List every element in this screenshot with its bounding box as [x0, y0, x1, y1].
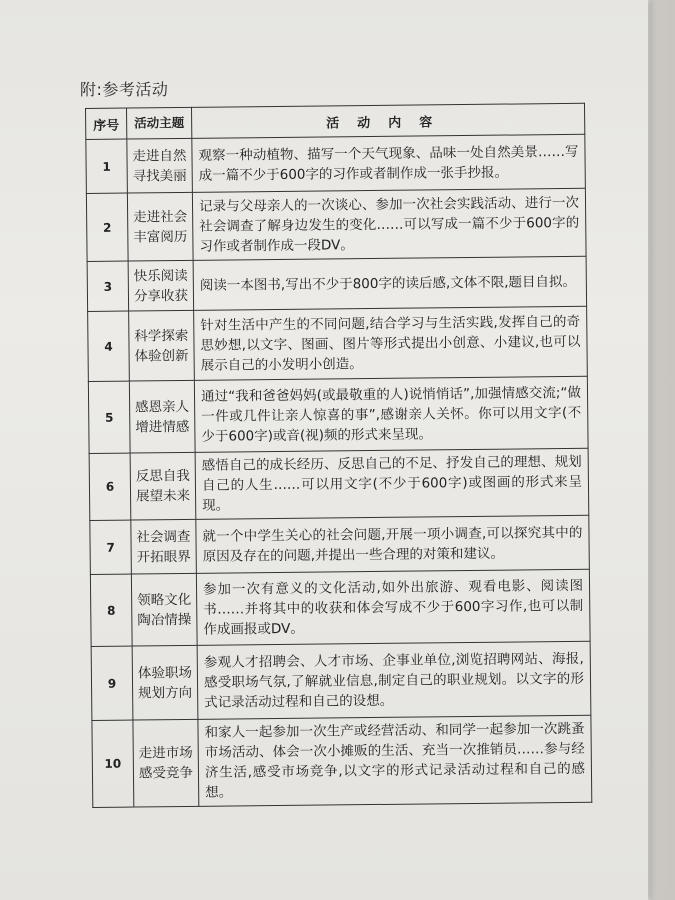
row-theme	[129, 310, 195, 381]
table-row	[88, 376, 588, 453]
row-theme-line: 规划方向	[138, 684, 193, 701]
row-content: 记录与父母亲人的一次谈心、参加一次社会实践活动、进行一次社会调查了解身边发生的变化……可以写成一篇不少于600字的习作或者制作成一段DV。	[192, 188, 586, 260]
table-row	[90, 569, 590, 646]
row-theme-line: 陶冶情操	[137, 611, 192, 628]
row-no: 10	[92, 720, 134, 807]
table-row	[87, 256, 586, 311]
row-no: 2	[86, 193, 128, 261]
row-no: 4	[88, 311, 130, 381]
header-content-label: 活动内容	[326, 114, 451, 131]
row-theme-line: 感恩亲人	[135, 398, 190, 415]
row-theme	[130, 452, 196, 520]
document-title: 附:参考活动	[80, 80, 169, 99]
row-content: 感悟自己的成长经历、反思自己的不足、抒发自己的理想、规划自己的人生……可以用文字(不少于600字)或图画的形式来呈现。	[195, 448, 589, 519]
table-row	[88, 306, 588, 381]
row-theme-line: 反思自我	[135, 467, 190, 485]
table-row	[89, 448, 589, 520]
row-no: 7	[90, 520, 132, 574]
row-theme	[127, 138, 193, 193]
row-theme-line: 体验职场	[137, 664, 193, 681]
table-row	[86, 134, 586, 193]
row-theme-line: 科学探索	[134, 327, 189, 344]
row-content: 和家人一起参加一次生产或经营活动、和同学一起参加一次跳蚤市场活动、体会一次小摊贩的生活、充当一次推销员……参与经济生活,感受市场竞争,以文字的形式记录活动过程和自己的感想。	[198, 715, 592, 806]
row-theme-line: 走进社会	[133, 208, 188, 226]
row-theme-line: 展望未来	[135, 487, 191, 505]
row-theme-line: 社会调查	[136, 528, 191, 545]
header-content	[191, 103, 584, 138]
row-theme	[131, 519, 197, 574]
row-content: 就一个中学生关心的社会问题,开展一项小调查,可以探究其中的原因及存在的问题,并提出一些合理的对策和建议。	[196, 515, 590, 573]
row-content: 针对生活中产生的不同问题,结合学习与生活实践,发挥自己的奇思妙想,以文字、图画、图片等形式提出小创意、小建议,也可以展示自己的小发明小创造。	[194, 306, 588, 380]
row-theme-line: 走进自然	[132, 147, 187, 165]
row-theme-line: 快乐阅读	[133, 267, 188, 284]
row-theme	[128, 260, 194, 311]
row-theme-line: 增进情感	[135, 418, 190, 435]
row-no: 5	[88, 381, 130, 453]
row-no: 6	[89, 453, 131, 520]
row-theme-line: 感受竞争	[138, 764, 194, 782]
row-content: 阅读一本图书,写出不少于800字的读后感,文体不限,题目自拟。	[193, 256, 587, 310]
row-theme-line: 领略文化	[137, 591, 192, 608]
row-theme-line: 寻找美丽	[132, 167, 187, 185]
row-content: 通过“我和爸爸妈妈(或最敬重的人)说悄悄话”,加强情感交流;“做一件或几件让亲人惊喜的事”,感谢亲人关怀。你可以用文字(不少于600字)或音(视)频的形式来呈现。	[194, 376, 588, 452]
row-content: 参加一次有意义的文化活动,如外出旅游、观看电影、阅读图书……并将其中的收获和体会写成不少于600字习作,也可以制作成画报或DV。	[196, 569, 590, 645]
row-theme	[129, 380, 195, 453]
row-theme	[133, 719, 199, 807]
row-theme-line: 丰富阅历	[133, 228, 188, 246]
header-no: 序号	[86, 108, 127, 139]
table-row	[91, 641, 591, 720]
row-no: 8	[90, 574, 132, 646]
row-theme-line: 分享收获	[133, 287, 189, 304]
row-no: 9	[91, 646, 133, 720]
row-theme	[131, 573, 197, 646]
header-theme: 活动主题	[127, 107, 192, 139]
row-content: 参观人才招聘会、人才市场、企事业单位,浏览招聘网站、海报,感受职场气氛,了解就业信息,制定自己的职业规划。以文字的形式记录活动过程和自己的设想。	[197, 641, 591, 719]
table-row	[92, 715, 592, 807]
row-theme-line: 开拓眼界	[136, 548, 191, 565]
row-theme-line: 走进市场	[138, 744, 193, 762]
row-theme-line: 体验创新	[134, 347, 189, 364]
row-theme	[127, 192, 193, 261]
activity-table	[85, 103, 592, 808]
row-theme	[132, 645, 198, 720]
table-row	[90, 515, 590, 574]
row-no: 1	[86, 139, 128, 193]
table-row	[86, 188, 586, 261]
row-no: 3	[87, 261, 129, 311]
row-content: 观察一种动植物、描写一个天气现象、品味一处自然美景……写成一篇不少于600字的习作或者制作成一张手抄报。	[192, 134, 586, 192]
